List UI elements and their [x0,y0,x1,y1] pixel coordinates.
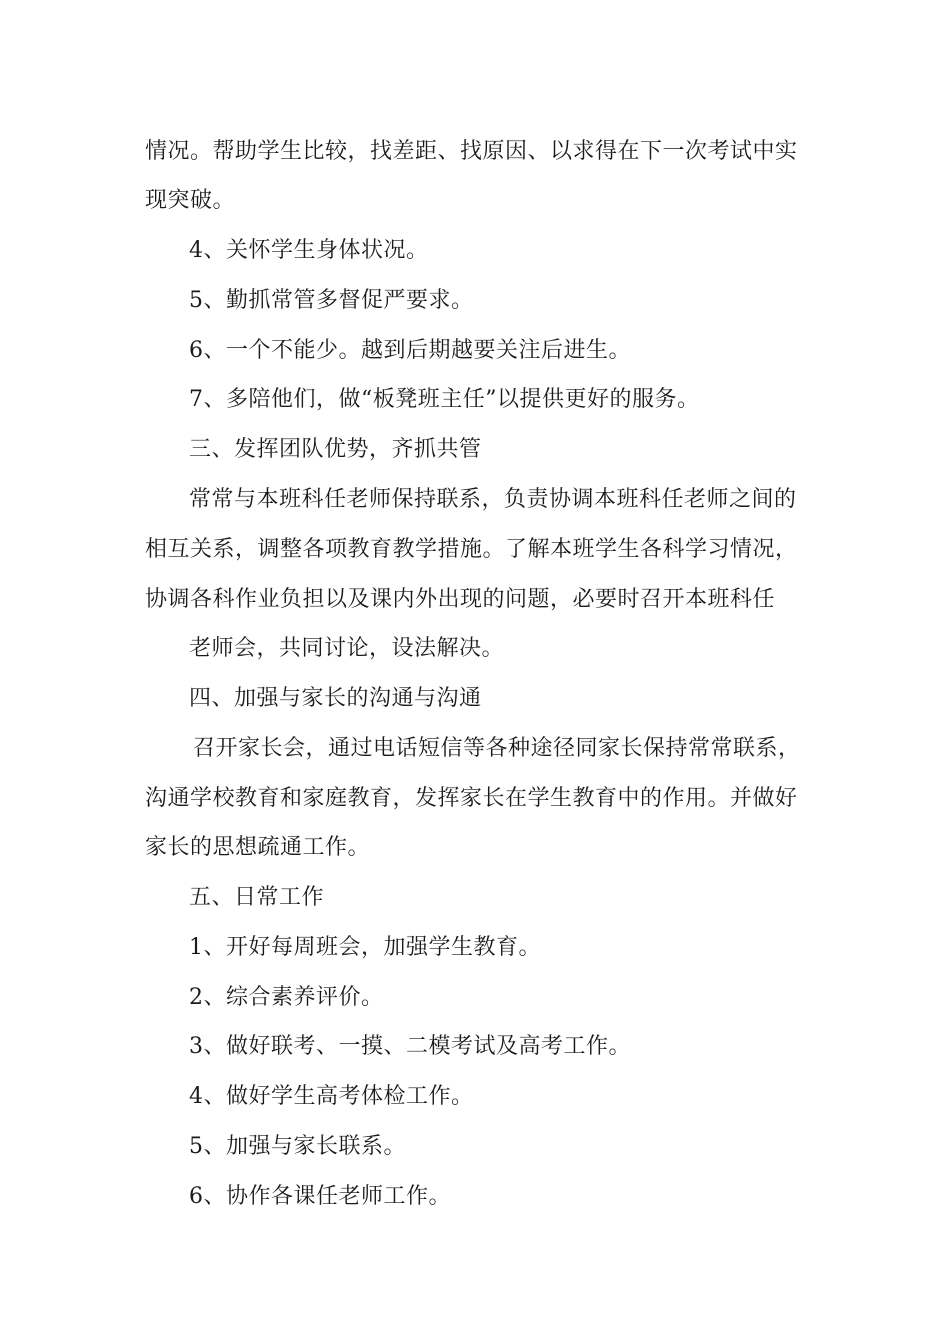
paragraph-line: 情况。帮助学生比较，找差距、找原因、以求得在下一次考试中实 [145,139,798,164]
paragraph-line: 相互关系，调整各项教育教学措施。了解本班学生各科学习情况， [145,537,798,562]
list-item: 4、做好学生高考体检工作。 [189,1084,474,1109]
paragraph-line: 现突破。 [145,188,236,213]
section-heading: 四、加强与家长的沟通与沟通 [189,686,482,711]
list-item: 6、协作各课任老师工作。 [189,1184,451,1209]
paragraph-line: 召开家长会，通过电话短信等各种途径同家长保持常常联系， [193,736,801,761]
section-heading: 三、发挥团队优势，齐抓共管 [189,437,482,462]
list-item: 5、勤抓常管多督促严要求。 [189,288,474,313]
paragraph-line: 协调各科作业负担以及课内外出现的问题，必要时召开本班科任 [145,587,776,612]
paragraph-line: 家长的思想疏通工作。 [145,835,371,860]
paragraph-line: 常常与本班科任老师保持联系，负责协调本班科任老师之间的 [189,487,797,512]
list-item: 2、综合素养评价。 [189,985,384,1010]
paragraph-line: 沟通学校教育和家庭教育，发挥家长在学生教育中的作用。并做好 [145,786,798,811]
list-item: 5、加强与家长联系。 [189,1134,406,1159]
list-item: 6、一个不能少。越到后期越要关注后进生。 [189,338,631,363]
list-item: 7、多陪他们，做“板凳班主任”以提供更好的服务。 [189,387,700,412]
paragraph-line: 老师会，共同讨论，设法解决。 [189,636,505,661]
list-item: 1、开好每周班会，加强学生教育。 [189,935,541,960]
list-item: 3、做好联考、一摸、二模考试及高考工作。 [189,1034,631,1059]
list-item: 4、关怀学生身体状况。 [189,238,429,263]
section-heading: 五、日常工作 [189,885,325,910]
